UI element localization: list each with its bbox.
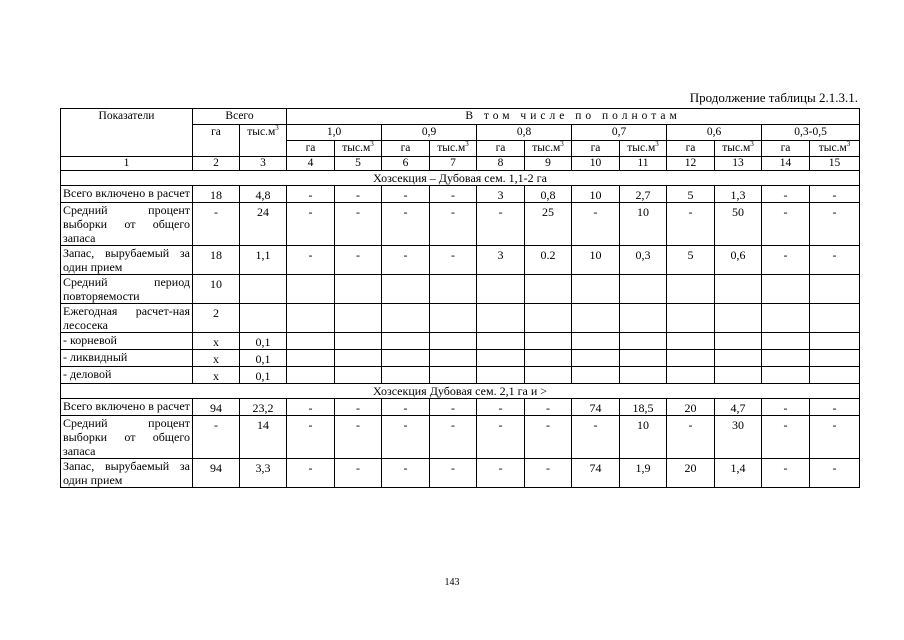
column-number: 1: [61, 157, 193, 171]
cell-value: [525, 350, 572, 367]
header-indicators: Показатели: [61, 109, 193, 157]
cell-value: 0,8: [525, 186, 572, 203]
cell-value: [620, 275, 667, 304]
cell-value: [382, 275, 430, 304]
cell-value: [572, 333, 620, 350]
cell-value: 18: [193, 186, 240, 203]
header-sub-volume: [525, 141, 572, 157]
header-total-volume: [240, 125, 287, 157]
cell-value: -: [335, 203, 382, 246]
cell-value: 10: [572, 186, 620, 203]
cell-value: -: [525, 459, 572, 488]
header-sub-volume: [430, 141, 477, 157]
forest-table: [60, 108, 860, 488]
cell-value: -: [810, 246, 860, 275]
unit-exponent: 3: [750, 140, 754, 148]
cell-value: -: [430, 203, 477, 246]
cell-value: -: [382, 203, 430, 246]
cell-value: 4,8: [240, 186, 287, 203]
row-label: Всего включено в расчет: [61, 399, 193, 416]
row-label: - деловой: [61, 367, 193, 384]
header-density: 0,3-0,5: [762, 125, 860, 141]
cell-value: [810, 350, 860, 367]
cell-value: -: [572, 416, 620, 459]
column-number: 4: [287, 157, 335, 171]
unit-label: тыс.м: [532, 142, 561, 154]
cell-value: 5: [667, 246, 715, 275]
cell-value: [572, 367, 620, 384]
header-total-ha: га: [193, 125, 240, 157]
header-sub-volume: [810, 141, 860, 157]
row-label: Запас, вырубаемый за один прием: [61, 246, 193, 275]
cell-value: [667, 350, 715, 367]
cell-value: [762, 275, 810, 304]
column-number-row: [61, 157, 860, 171]
cell-value: [715, 304, 762, 333]
cell-value: [287, 367, 335, 384]
section-row: [61, 384, 860, 399]
cell-value: 30: [715, 416, 762, 459]
table-row: [61, 399, 860, 416]
cell-value: 1,1: [240, 246, 287, 275]
unit-label: тыс.м: [627, 142, 656, 154]
cell-value: [572, 350, 620, 367]
cell-value: [810, 275, 860, 304]
cell-value: -: [287, 399, 335, 416]
cell-value: [477, 304, 525, 333]
cell-value: [430, 333, 477, 350]
cell-value: [715, 275, 762, 304]
cell-value: [287, 350, 335, 367]
cell-value: [382, 350, 430, 367]
cell-value: [762, 304, 810, 333]
cell-value: [810, 367, 860, 384]
cell-value: 14: [240, 416, 287, 459]
header-density: 1,0: [287, 125, 382, 141]
table-row: [61, 350, 860, 367]
cell-value: 25: [525, 203, 572, 246]
cell-value: [810, 333, 860, 350]
cell-value: [620, 333, 667, 350]
header-sub-ha: га: [287, 141, 335, 157]
column-number: 14: [762, 157, 810, 171]
header-sub-volume: [620, 141, 667, 157]
cell-value: 20: [667, 399, 715, 416]
cell-value: 0,3: [620, 246, 667, 275]
cell-value: [382, 367, 430, 384]
page-number: 143: [444, 577, 460, 588]
cell-value: [715, 333, 762, 350]
table-row: [61, 333, 860, 350]
cell-value: -: [525, 416, 572, 459]
cell-value: 18: [193, 246, 240, 275]
cell-value: [477, 367, 525, 384]
cell-value: 94: [193, 459, 240, 488]
unit-exponent: 3: [275, 124, 279, 132]
cell-value: [572, 275, 620, 304]
section-row: [61, 171, 860, 186]
cell-value: [477, 333, 525, 350]
column-number: 3: [240, 157, 287, 171]
cell-value: -: [762, 459, 810, 488]
cell-value: 10: [620, 416, 667, 459]
cell-value: -: [193, 416, 240, 459]
cell-value: [477, 350, 525, 367]
cell-value: -: [287, 186, 335, 203]
cell-value: [240, 304, 287, 333]
cell-value: [715, 367, 762, 384]
cell-value: [477, 275, 525, 304]
header-density: 0,6: [667, 125, 762, 141]
cell-value: -: [335, 459, 382, 488]
cell-value: -: [335, 416, 382, 459]
cell-value: -: [762, 203, 810, 246]
column-number: 10: [572, 157, 620, 171]
cell-value: 3: [477, 246, 525, 275]
cell-value: [335, 333, 382, 350]
table-row: [61, 367, 860, 384]
cell-value: [525, 367, 572, 384]
cell-value: -: [430, 416, 477, 459]
cell-value: 0,6: [715, 246, 762, 275]
cell-value: -: [477, 399, 525, 416]
row-label: Всего включено в расчет: [61, 186, 193, 203]
cell-value: -: [193, 203, 240, 246]
section-title: Хозсекция – Дубовая сем. 1,1-2 га: [61, 171, 860, 186]
header-sub-ha: га: [667, 141, 715, 157]
cell-value: -: [430, 246, 477, 275]
cell-value: [572, 304, 620, 333]
cell-value: [382, 304, 430, 333]
header-sub-ha: га: [382, 141, 430, 157]
cell-value: [810, 304, 860, 333]
column-number: 11: [620, 157, 667, 171]
column-number: 5: [335, 157, 382, 171]
cell-value: 10: [620, 203, 667, 246]
cell-value: -: [430, 186, 477, 203]
table-caption: Продолжение таблицы 2.1.3.1.: [689, 90, 858, 105]
cell-value: -: [762, 416, 810, 459]
cell-value: [335, 367, 382, 384]
table-row: [61, 304, 860, 333]
header-sub-ha: га: [762, 141, 810, 157]
cell-value: [430, 350, 477, 367]
cell-value: 4,7: [715, 399, 762, 416]
cell-value: x: [193, 333, 240, 350]
cell-value: [762, 367, 810, 384]
cell-value: 10: [193, 275, 240, 304]
cell-value: [525, 304, 572, 333]
table-row: [61, 203, 860, 246]
cell-value: [335, 275, 382, 304]
row-label: Средний период повторяемости: [61, 275, 193, 304]
cell-value: -: [335, 246, 382, 275]
cell-value: [335, 304, 382, 333]
header-total: Всего: [193, 109, 287, 125]
cell-value: [287, 304, 335, 333]
cell-value: 18,5: [620, 399, 667, 416]
cell-value: -: [382, 399, 430, 416]
cell-value: 24: [240, 203, 287, 246]
cell-value: [430, 367, 477, 384]
cell-value: -: [477, 416, 525, 459]
row-label: Ежегодная расчет-ная лесосека: [61, 304, 193, 333]
cell-value: [667, 275, 715, 304]
unit-label: тыс.м: [722, 142, 751, 154]
cell-value: 74: [572, 459, 620, 488]
cell-value: -: [382, 459, 430, 488]
unit-label: тыс.м: [342, 142, 371, 154]
header-density: 0,7: [572, 125, 667, 141]
cell-value: -: [477, 203, 525, 246]
table-row: [61, 459, 860, 488]
cell-value: 0,1: [240, 350, 287, 367]
cell-value: x: [193, 367, 240, 384]
cell-value: [287, 275, 335, 304]
cell-value: x: [193, 350, 240, 367]
cell-value: -: [667, 416, 715, 459]
unit-label: тыс.м: [247, 126, 276, 138]
column-number: 12: [667, 157, 715, 171]
cell-value: [335, 350, 382, 367]
cell-value: -: [762, 246, 810, 275]
cell-value: 50: [715, 203, 762, 246]
row-label: - ликвидный: [61, 350, 193, 367]
table-row: [61, 186, 860, 203]
header-density: 0,9: [382, 125, 477, 141]
header-sub-ha: га: [477, 141, 525, 157]
cell-value: [525, 333, 572, 350]
header-sub-volume: [335, 141, 382, 157]
cell-value: [240, 275, 287, 304]
cell-value: 1,9: [620, 459, 667, 488]
cell-value: 2,7: [620, 186, 667, 203]
cell-value: -: [762, 399, 810, 416]
header-by-density: В том числе по полнотам: [287, 109, 860, 125]
cell-value: [762, 350, 810, 367]
column-number: 7: [430, 157, 477, 171]
cell-value: 3,3: [240, 459, 287, 488]
header-sub-ha: га: [572, 141, 620, 157]
cell-value: -: [335, 186, 382, 203]
header-row-1: [61, 109, 860, 125]
row-label: Запас, вырубаемый за один прием: [61, 459, 193, 488]
cell-value: -: [430, 459, 477, 488]
row-label: Средний процент выборки от общего запаса: [61, 416, 193, 459]
column-number: 15: [810, 157, 860, 171]
cell-value: -: [572, 203, 620, 246]
cell-value: 20: [667, 459, 715, 488]
table-row: [61, 416, 860, 459]
cell-value: -: [810, 399, 860, 416]
row-label: Средний процент выборки от общего запаса: [61, 203, 193, 246]
table-body: [61, 109, 860, 488]
cell-value: -: [667, 203, 715, 246]
cell-value: -: [762, 186, 810, 203]
header-density: 0,8: [477, 125, 572, 141]
cell-value: -: [287, 459, 335, 488]
cell-value: 74: [572, 399, 620, 416]
cell-value: [667, 367, 715, 384]
cell-value: 94: [193, 399, 240, 416]
unit-exponent: 3: [655, 140, 659, 148]
header-sub-volume: [715, 141, 762, 157]
unit-label: тыс.м: [437, 142, 466, 154]
unit-exponent: 3: [465, 140, 469, 148]
cell-value: 1,3: [715, 186, 762, 203]
cell-value: [667, 333, 715, 350]
unit-exponent: 3: [560, 140, 564, 148]
column-number: 8: [477, 157, 525, 171]
table-row: [61, 275, 860, 304]
cell-value: 0,1: [240, 367, 287, 384]
cell-value: 10: [572, 246, 620, 275]
cell-value: [287, 333, 335, 350]
cell-value: -: [810, 416, 860, 459]
cell-value: -: [477, 459, 525, 488]
unit-exponent: 3: [370, 140, 374, 148]
cell-value: -: [430, 399, 477, 416]
cell-value: -: [382, 246, 430, 275]
cell-value: -: [287, 416, 335, 459]
cell-value: [762, 333, 810, 350]
cell-value: 0.2: [525, 246, 572, 275]
cell-value: -: [525, 399, 572, 416]
column-number: 2: [193, 157, 240, 171]
cell-value: [715, 350, 762, 367]
cell-value: [667, 304, 715, 333]
cell-value: -: [287, 246, 335, 275]
cell-value: -: [810, 186, 860, 203]
cell-value: 23,2: [240, 399, 287, 416]
column-number: 6: [382, 157, 430, 171]
cell-value: 3: [477, 186, 525, 203]
cell-value: -: [287, 203, 335, 246]
row-label: - корневой: [61, 333, 193, 350]
column-number: 9: [525, 157, 572, 171]
cell-value: 1,4: [715, 459, 762, 488]
cell-value: 2: [193, 304, 240, 333]
unit-label: тыс.м: [818, 142, 847, 154]
cell-value: -: [335, 399, 382, 416]
cell-value: [382, 333, 430, 350]
column-number: 13: [715, 157, 762, 171]
cell-value: -: [810, 459, 860, 488]
cell-value: -: [810, 203, 860, 246]
cell-value: [620, 350, 667, 367]
section-title: Хозсекция Дубовая сем. 2,1 га и >: [61, 384, 860, 399]
cell-value: 5: [667, 186, 715, 203]
cell-value: -: [382, 186, 430, 203]
cell-value: -: [382, 416, 430, 459]
unit-exponent: 3: [846, 140, 851, 148]
cell-value: [620, 367, 667, 384]
cell-value: [430, 275, 477, 304]
table-row: [61, 246, 860, 275]
cell-value: [525, 275, 572, 304]
cell-value: [430, 304, 477, 333]
cell-value: 0,1: [240, 333, 287, 350]
cell-value: [620, 304, 667, 333]
